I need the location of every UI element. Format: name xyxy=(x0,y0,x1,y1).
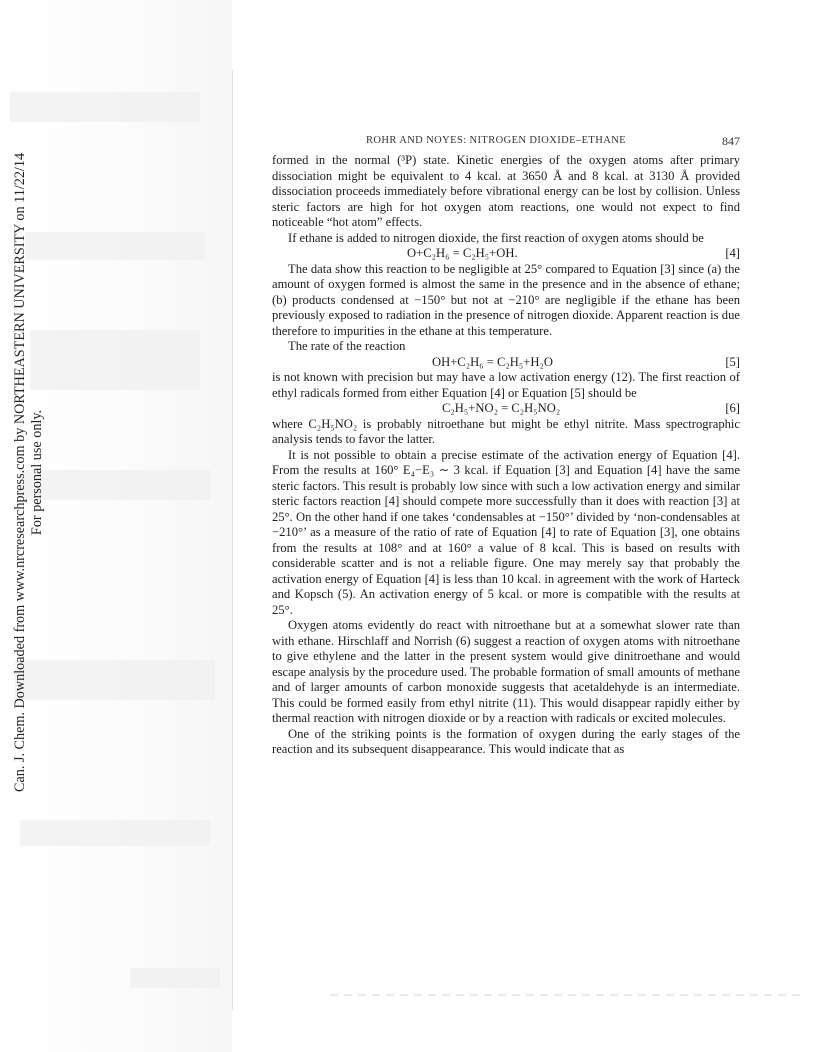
article-body xyxy=(272,153,740,758)
paragraph: formed in the normal (³P) state. Kinetic energies of the oxygen atoms after primary dissociation might be equivalent to 4 kcal. at 3650 Å and 8 kcal. at 3130 Å provided dissociation proceeds immediately before vibrational energy can be lost by collision. Unless steric factors are high for hot oxygen atom reactions, one would not expect to find noticeable “hot atom” effects. xyxy=(272,153,740,229)
equation-text: O+C₂H₆ = C₂H₅+OH. xyxy=(407,246,518,260)
scan-smudge xyxy=(10,92,200,122)
download-notice xyxy=(12,153,46,792)
paragraph: where C₂H₅NO₂ is probably nitroethane but might be ethyl nitrite. Mass spectrographic analysis tends to favor the latter. xyxy=(272,416,740,446)
scan-smudge xyxy=(130,968,220,988)
paragraph: It is not possible to obtain a precise estimate of the activation energy of Equation [4]. From the results at 160° E₄−E₃ ∼ 3 kcal. if Equation [3] and Equation [4] have the same steric factors. This result is probably low since with such a low activation energy and similar steric factors reaction [4] should compete more successfully than it does with reaction [3] at 25°. On the other hand if one takes ‘condensables at −150°’ divided by ‘non-condensables at −210°’ as a measure of the ratio of rate of Equation [4] to rate of Equation [3], one obtains from the results at 108° and at 160° a value of 8 kcal. This is based on results with considerable scatter and is not a reliable figure. One may merely say that probably the activation energy of Equation [4] is less than 10 kcal. in agreement with the work of Harteck and Kopsch (5). An activation energy of 5 kcal. or more is compatible with the results at 25°. xyxy=(272,447,740,617)
equation-text: OH+C₂H₆ = C₂H₅+H₂O xyxy=(432,354,553,369)
paragraph: If ethane is added to nitrogen dioxide, the first reaction of oxygen atoms should be xyxy=(288,230,704,245)
scan-smudge xyxy=(20,470,210,500)
equation-6 xyxy=(272,401,740,417)
running-title: ROHR AND NOYES: NITROGEN DIOXIDE–ETHANE xyxy=(366,135,626,146)
equation-number: [5] xyxy=(725,354,740,369)
paragraph: One of the striking points is the formation of oxygen during the early stages of the reaction and its subsequent disappearance. This would indicate that as xyxy=(272,726,740,756)
scan-smudge xyxy=(25,232,205,260)
download-notice-line: Can. J. Chem. Downloaded from www.nrcresearchpress.com by NORTHEASTERN UNIVERSITY on 11/22/14 xyxy=(12,152,28,792)
paragraph: Oxygen atoms evidently do react with nitroethane but at a somewhat slower rate than with ethane. Hirschlaff and Norrish (6) suggest a reaction of oxygen atoms with nitroethane to give ethylene and the latter in the present system would give dinitroethane and would escape analysis by the procedure used. The probable formation of small amounts of methane and of larger amounts of carbon monoxide suggests that acetaldehyde is an intermediate. This could be formed easily from ethyl nitrite (11). This would disappear rapidly either by thermal reaction with nitrogen dioxide or by a reaction with radicals or excited molecules. xyxy=(272,618,740,725)
equation-4 xyxy=(272,246,740,262)
margin-divider xyxy=(232,70,233,1010)
scan-smudge xyxy=(20,820,210,846)
equation-5 xyxy=(272,355,740,371)
page-number: 847 xyxy=(722,134,740,148)
equation-number: [4] xyxy=(725,246,740,260)
scan-smudge xyxy=(30,330,200,390)
equation-text: C₂H₅+NO₂ = C₂H₅NO₂ xyxy=(442,401,561,415)
equation-number: [6] xyxy=(725,401,740,415)
paragraph: The rate of the reaction xyxy=(288,339,406,353)
paragraph: The data show this reaction to be negligible at 25° compared to Equation [3] since (a) the amount of oxygen formed is almost the same in the presence and in the absence of ethane; (b) products condensed at −150° but not at −210° are negligible if the ethane has been previously exposed to radiation in the presence of nitrogen dioxide. Apparent reaction is due therefore to impurities in the ethane at this temperature. xyxy=(272,261,740,338)
paragraph: is not known with precision but may have a low activation energy (12). The first reaction of ethyl radicals formed from either Equation [4] or Equation [5] should be xyxy=(272,370,740,400)
scan-artifact xyxy=(330,994,800,996)
personal-use-notice: For personal use only. xyxy=(29,409,45,536)
